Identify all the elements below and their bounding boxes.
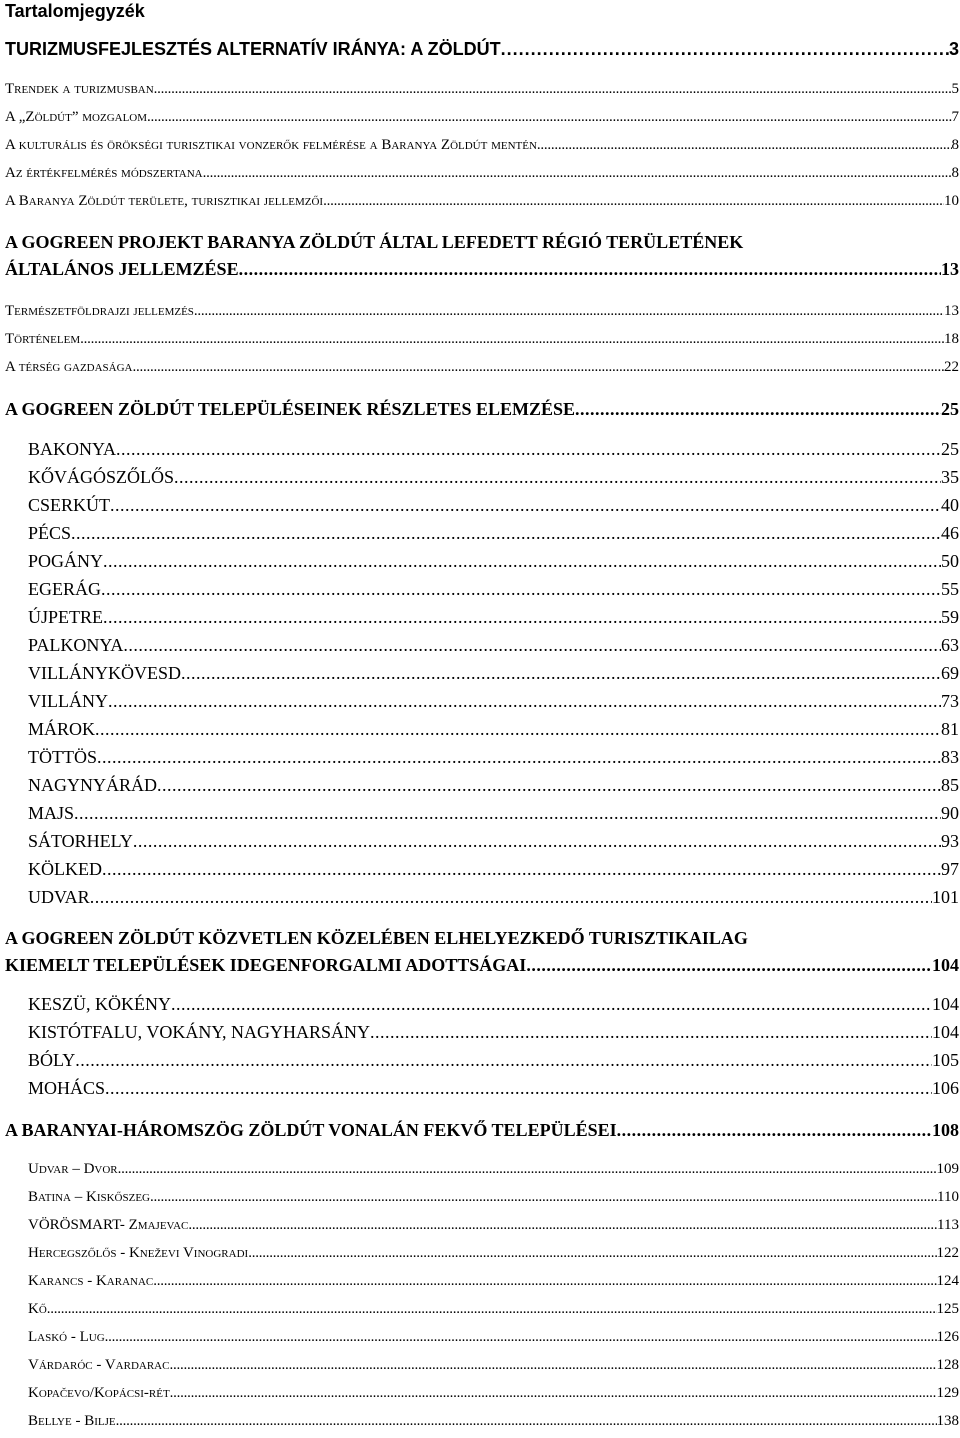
dot-leader xyxy=(575,396,941,422)
toc-entry-page: 126 xyxy=(936,1329,959,1345)
toc-entry-label: Trendek a turizmusban xyxy=(5,81,154,97)
toc-entry-label: CSERKÚT xyxy=(28,495,111,515)
toc-entry-page: 104 xyxy=(932,994,959,1014)
toc-entry-label: A BARANYAI-HÁROMSZÖG ZÖLDÚT VONALÁN FEKVŐ TELEPÜLÉSEI xyxy=(5,1120,617,1140)
dot-leader xyxy=(116,435,941,463)
toc-entry-page: 108 xyxy=(932,1120,959,1140)
dot-leader xyxy=(71,519,941,547)
dot-leader xyxy=(105,1323,937,1351)
toc-entry-label: Batina – Kiskőszeg xyxy=(28,1189,151,1205)
dot-leader xyxy=(118,1155,937,1183)
toc-entry-level2[interactable] xyxy=(28,575,959,603)
dot-leader xyxy=(90,883,932,911)
toc-entry-page: 90 xyxy=(941,803,959,823)
toc-entry-level2[interactable] xyxy=(5,131,959,159)
toc-entry-label: Kopačevo/Kopácsi-rét xyxy=(28,1385,170,1401)
toc-entry-level2[interactable] xyxy=(5,297,959,325)
toc-title: Tartalomjegyzék xyxy=(5,1,145,21)
toc-entry-page: 93 xyxy=(941,831,959,851)
toc-entry-level2[interactable] xyxy=(28,435,959,463)
toc-entry-label: UDVAR xyxy=(28,887,90,907)
dot-leader xyxy=(133,827,941,855)
dot-leader xyxy=(203,159,952,187)
toc-entry-page: 81 xyxy=(941,719,959,739)
dot-leader xyxy=(150,1183,937,1211)
toc-entry-label: Kő xyxy=(28,1301,47,1317)
toc-entry-level2[interactable] xyxy=(28,547,959,575)
toc-entry-level2[interactable] xyxy=(5,159,959,187)
toc-entry-level2[interactable] xyxy=(28,1183,959,1211)
toc-entry-label: Bellye - Bilje xyxy=(28,1413,116,1429)
toc-entry-page: 69 xyxy=(941,663,959,683)
toc-entry-level2[interactable] xyxy=(5,187,959,215)
toc-entry-label: MÁROK xyxy=(28,719,96,739)
toc-entry-label: POGÁNY xyxy=(28,551,104,571)
toc-entry-label: EGERÁG xyxy=(28,579,101,599)
toc-entry-page: 104 xyxy=(932,1022,959,1042)
toc-entry-level2[interactable] xyxy=(28,1295,959,1323)
toc-entry-page: 8 xyxy=(951,165,959,181)
toc-entry-label: ÁLTALÁNOS JELLEMZÉSE xyxy=(5,259,239,279)
dot-leader xyxy=(169,1351,936,1379)
toc-entry-page: 46 xyxy=(941,523,959,543)
dot-leader xyxy=(105,1074,932,1102)
toc-entry-page: 8 xyxy=(951,137,959,153)
dot-leader xyxy=(147,103,951,131)
toc-entry-label: A kulturális és örökségi turisztikai vonzerők felmérése a Baranya Zöldút mentén xyxy=(5,137,537,153)
dot-leader xyxy=(103,547,941,575)
toc-entry-level2[interactable] xyxy=(28,990,959,1018)
dot-leader xyxy=(181,659,941,687)
toc-entry-level2[interactable] xyxy=(28,687,959,715)
toc-entry-level2[interactable] xyxy=(5,103,959,131)
toc-entry-label: Hercegszőlős - Kneževi Vinogradi xyxy=(28,1245,249,1261)
dot-leader xyxy=(188,1211,937,1239)
toc-entry-page: 3 xyxy=(948,39,959,59)
dot-leader xyxy=(248,1239,936,1267)
toc-entry-level2[interactable] xyxy=(28,771,959,799)
dot-leader xyxy=(108,687,941,715)
dot-leader xyxy=(170,1379,937,1407)
toc-entry-page: 105 xyxy=(932,1050,959,1070)
dot-leader xyxy=(47,1295,937,1323)
dot-leader xyxy=(101,575,941,603)
toc-entry-page: 73 xyxy=(941,691,959,711)
toc-entry-label: A térség gazdasága xyxy=(5,359,133,375)
dot-leader xyxy=(75,1046,932,1074)
toc-entry-label: Várdaróc - Vardarac xyxy=(28,1357,170,1373)
toc-entry-page: 35 xyxy=(941,467,959,487)
toc-entry-level2[interactable] xyxy=(28,659,959,687)
toc-entry-level2[interactable] xyxy=(28,799,959,827)
toc-entry-level2[interactable] xyxy=(28,1351,959,1379)
toc-entry-level2[interactable] xyxy=(28,1267,959,1295)
toc-entry-label: BÓLY xyxy=(28,1050,76,1070)
toc-entry-page: 63 xyxy=(941,635,959,655)
toc-entry-page: 7 xyxy=(951,109,959,125)
dot-leader xyxy=(157,771,941,799)
dot-leader xyxy=(617,1117,932,1143)
toc-entry-level2[interactable] xyxy=(28,1074,959,1102)
toc-entry-level2[interactable] xyxy=(28,855,959,883)
toc-entry-page: 104 xyxy=(932,955,959,975)
toc-entry-page: 25 xyxy=(941,439,959,459)
toc-entry-label: Udvar – Dvor xyxy=(28,1161,118,1177)
toc-entry-level2[interactable] xyxy=(28,491,959,519)
toc-entry-page: 106 xyxy=(932,1078,959,1098)
toc-entry-label: KIEMELT TELEPÜLÉSEK IDEGENFORGALMI ADOTTSÁGAI xyxy=(5,955,527,975)
dot-leader xyxy=(110,491,941,519)
toc-entry-page: 122 xyxy=(936,1245,959,1261)
toc-entry-level2[interactable] xyxy=(28,1155,959,1183)
toc-entry-label: Karancs - Karanac xyxy=(28,1273,154,1289)
toc-entry-page: 109 xyxy=(936,1161,959,1177)
toc-entry-page: 55 xyxy=(941,579,959,599)
toc-entry-level2[interactable] xyxy=(28,1018,959,1046)
dot-leader xyxy=(153,1267,936,1295)
toc-entry-label: Történelem xyxy=(5,331,81,347)
dot-leader xyxy=(370,1018,932,1046)
toc-entry-level2[interactable] xyxy=(28,631,959,659)
toc-entry-label: TÖTTÖS xyxy=(28,747,97,767)
dot-leader xyxy=(194,297,944,325)
toc-entry-label-line1: A GOGREEN ZÖLDÚT KÖZVETLEN KÖZELÉBEN ELHELYEZKEDŐ TURISZTIKAILAG xyxy=(5,928,748,948)
toc-entry-level2[interactable] xyxy=(28,827,959,855)
dot-leader xyxy=(501,36,949,62)
toc-entry-level2[interactable] xyxy=(5,325,959,353)
toc-entry-label: KISTÓTFALU, VOKÁNY, NAGYHARSÁNY xyxy=(28,1022,371,1042)
toc-entry-page: 22 xyxy=(944,359,959,375)
toc-entry-level1[interactable] xyxy=(5,36,959,62)
toc-entry-label: KŐVÁGÓSZŐLŐS xyxy=(28,467,175,487)
toc-entry-label-line1: A GOGREEN PROJEKT BARANYA ZÖLDÚT ÁLTAL LEFEDETT RÉGIÓ TERÜLETÉNEK xyxy=(5,232,744,252)
toc-entry-label: MOHÁCS xyxy=(28,1078,106,1098)
dot-leader xyxy=(133,353,944,381)
toc-entry-page: 129 xyxy=(936,1385,959,1401)
toc-entry-page: 124 xyxy=(936,1273,959,1289)
dot-leader xyxy=(103,603,941,631)
dot-leader xyxy=(323,187,944,215)
toc-entry-page: 83 xyxy=(941,747,959,767)
toc-entry-page: 85 xyxy=(941,775,959,795)
toc-entry-page: 128 xyxy=(936,1357,959,1373)
dot-leader xyxy=(526,952,932,978)
dot-leader xyxy=(74,799,941,827)
toc-entry-level2[interactable] xyxy=(28,1407,959,1435)
toc-entry-label: Laskó - Lug xyxy=(28,1329,105,1345)
toc-entry-page: 40 xyxy=(941,495,959,515)
dot-leader xyxy=(80,325,944,353)
toc-entry-label: SÁTORHELY xyxy=(28,831,133,851)
toc-entry-level2[interactable] xyxy=(28,463,959,491)
toc-entry-level2[interactable] xyxy=(28,1239,959,1267)
toc-entry-level2[interactable] xyxy=(28,1046,959,1074)
toc-entry-level1[interactable] xyxy=(5,924,959,978)
toc-entry-page: 50 xyxy=(941,551,959,571)
toc-entry-level2[interactable] xyxy=(28,603,959,631)
toc-entry-level2[interactable] xyxy=(28,1379,959,1407)
dot-leader xyxy=(537,131,952,159)
toc-entry-page: 113 xyxy=(937,1217,959,1233)
toc-entry-label: NAGYNYÁRÁD xyxy=(28,775,157,795)
toc-entry-label: BAKONYA xyxy=(28,439,117,459)
toc-entry-level1[interactable] xyxy=(5,1117,959,1143)
toc-entry-level2[interactable] xyxy=(28,883,959,911)
toc-entry-page: 13 xyxy=(944,303,959,319)
dot-leader xyxy=(97,743,941,771)
toc-entry-label: ÚJPETRE xyxy=(28,607,104,627)
toc-entry-level1[interactable] xyxy=(5,396,959,422)
toc-entry-page: 101 xyxy=(932,887,959,907)
toc-entry-page: 110 xyxy=(937,1189,959,1205)
toc-entry-level2[interactable] xyxy=(28,743,959,771)
toc-entry-label: VILLÁNYKÖVESD xyxy=(28,663,181,683)
dot-leader xyxy=(123,631,941,659)
toc-entry-level2[interactable] xyxy=(5,75,959,103)
toc-entry-label: VÖRÖSMART- Zmajevac xyxy=(28,1217,189,1233)
toc-entry-label: A GOGREEN ZÖLDÚT TELEPÜLÉSEINEK RÉSZLETES ELEMZÉSE xyxy=(5,399,576,419)
toc-entry-level2[interactable] xyxy=(28,715,959,743)
toc-entry-label: PALKONYA xyxy=(28,635,124,655)
toc-entry-page: 10 xyxy=(944,193,959,209)
toc-entry-label: KÖLKED xyxy=(28,859,102,879)
toc-entry-page: 13 xyxy=(941,259,959,279)
toc-entry-label: TURIZMUSFEJLESZTÉS ALTERNATÍV IRÁNYA: A ZÖLDÚT xyxy=(5,39,501,59)
toc-entry-label: VILLÁNY xyxy=(28,691,108,711)
toc-entry-level2[interactable] xyxy=(28,519,959,547)
toc-entry-page: 18 xyxy=(944,331,959,347)
dot-leader xyxy=(154,75,952,103)
toc-entry-page: 25 xyxy=(941,399,959,419)
dot-leader xyxy=(116,1407,937,1435)
toc-entry-level1[interactable] xyxy=(5,228,959,282)
toc-entry-level2[interactable] xyxy=(28,1211,959,1239)
dot-leader xyxy=(239,256,941,282)
dot-leader xyxy=(171,990,932,1018)
toc-entry-page: 97 xyxy=(941,859,959,879)
toc-entry-page: 5 xyxy=(951,81,959,97)
toc-entry-label: KESZÜ, KÖKÉNY xyxy=(28,994,171,1014)
toc-entry-label: Az értékfelmérés módszertana xyxy=(5,165,203,181)
toc-entry-label: A Baranya Zöldút területe, turisztikai jellemzői xyxy=(5,193,324,209)
dot-leader xyxy=(102,855,941,883)
toc-entry-page: 125 xyxy=(936,1301,959,1317)
toc-entry-label: PÉCS xyxy=(28,523,72,543)
dot-leader xyxy=(174,463,941,491)
toc-entry-page: 138 xyxy=(936,1413,959,1429)
toc-entry-page: 59 xyxy=(941,607,959,627)
toc-entry-label: Természetföldrajzi jellemzés xyxy=(5,303,194,319)
toc-entry-label: A „Zöldút” mozgalom xyxy=(5,109,148,125)
toc-entry-level2[interactable] xyxy=(28,1323,959,1351)
toc-entry-label: MAJS xyxy=(28,803,75,823)
dot-leader xyxy=(95,715,941,743)
toc-entry-level2[interactable] xyxy=(5,353,959,381)
